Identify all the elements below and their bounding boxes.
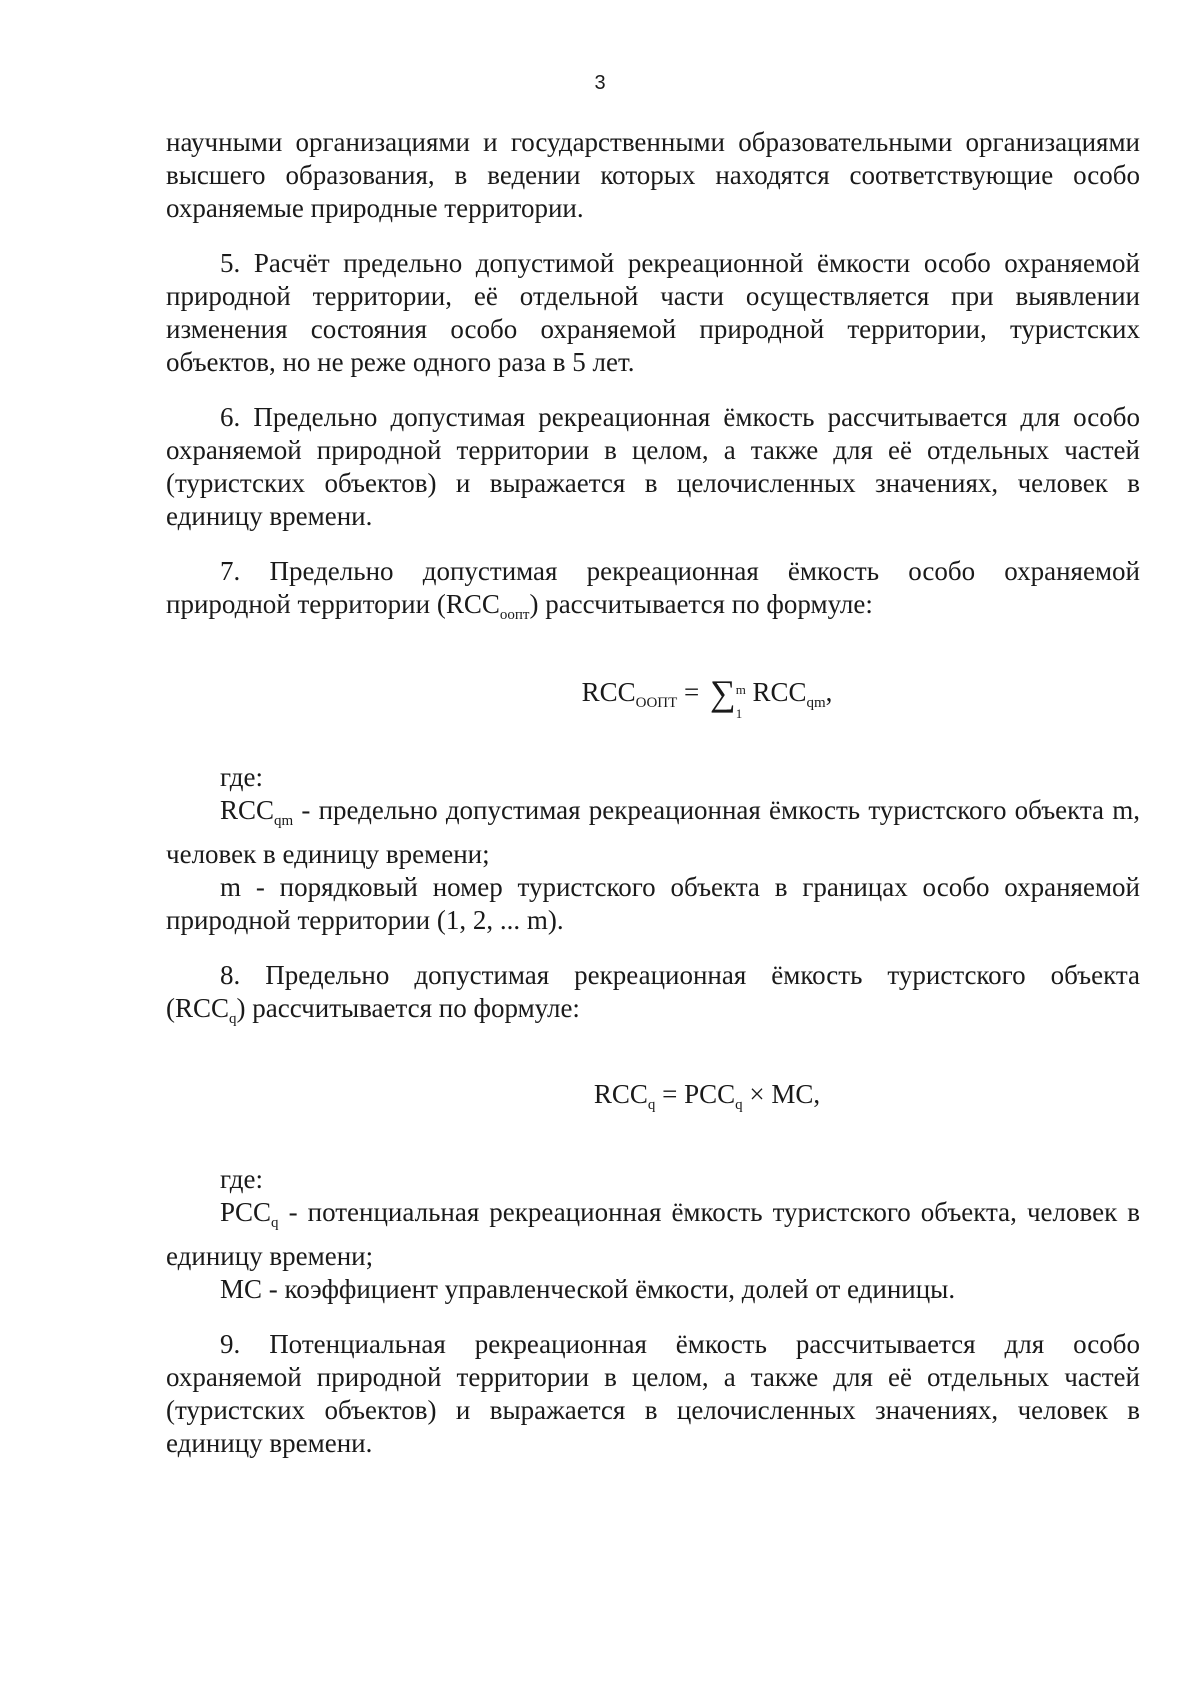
page-number: 3 [594,72,606,94]
p7-before: природной территории ( [166,589,446,619]
sum-upper-limit: m [735,682,746,697]
definition-mc: MC - коэффициент управленческой ёмкости, долей от единицы. [220,1274,956,1304]
sum-sigma: ∑ [710,673,736,713]
p8-symbol-subscript: q [229,1011,237,1027]
paragraph-8-line2 [166,992,1140,1036]
def-pccq-text: - потенциальная рекреационная ёмкость туристского объекта, человек в единицу времени; [166,1197,1140,1271]
def-pccq-symbol: PCC [220,1197,272,1227]
f2-mid: = PCC [655,1079,736,1109]
paragraph-8-line1: 8. Предельно допустимая рекреационная ёмкость туристского объекта [220,960,1140,990]
paragraph-9: 9. Потенциальная рекреационная ёмкость рассчитывается для особо охраняемой природной территории в целом, а также для её отдельных частей (туристских объектов) и выражается в целочисленных значениях, человек в единицу времени. [166,1329,1140,1458]
p7-symbol: RCC [445,589,500,619]
f1-rhs: RCC [745,677,807,707]
where-label-2: где: [220,1164,263,1194]
where-label-1: где: [220,762,263,792]
p8-symbol: RCC [175,993,230,1023]
definition-m: m - порядковый номер туристского объекта в границах особо охраняемой природной территории (1, 2, ... m). [166,872,1140,935]
f2-lhs-subscript: q [647,1097,656,1113]
f2-mid-subscript: q [735,1097,743,1113]
paragraph-8 [166,959,1140,1036]
sum-limits [735,682,746,721]
def-pccq-subscript: q [271,1215,279,1231]
def-rccqm-text: - предельно допустимая рекреационная ёмкость туристского объекта m, человек в единицу времени; [166,795,1140,869]
paragraph-7-line2 [166,588,1140,632]
paragraph-5: 5. Расчёт предельно допустимой рекреационной ёмкости особо охраняемой природной территории, её отдельной части осуществляется при выявлении изменения состояния особо охраняемой природной территории, туристских объектов, но не реже одного раза в 5 лет. [166,248,1140,377]
document-body [166,126,1140,1460]
paragraph-7 [166,555,1140,632]
f1-eq: = [677,677,707,707]
f1-tail: , [825,677,833,707]
def-rccqm-symbol: RCC [220,795,275,825]
p7-symbol-subscript: оопт [499,607,530,623]
formula-rcc-q [166,1074,1140,1125]
p8-before: ( [166,993,175,1023]
definition-rcc-qm [166,794,1140,871]
f2-lhs: RCC [593,1079,648,1109]
f1-lhs: RCC [581,677,636,707]
p8-after: ) рассчитывается по формуле: [236,993,580,1023]
f1-lhs-subscript: ООПТ [635,695,678,711]
paragraph-6: 6. Предельно допустимая рекреационная ёмкость рассчитывается для особо охраняемой природной территории в целом, а также для её отдельных частей (туристских объектов) и выражается в целочисленных значениях, человек в единицу времени. [166,402,1140,531]
paragraph-7-line1: 7. Предельно допустимая рекреационная ёмкость особо охраняемой [220,556,1140,586]
paragraph-intro: научными организациями и государственными образовательными организациями высшего образования, в ведении которых находятся соответствующие особо охраняемые природные территории. [166,127,1140,223]
f1-rhs-subscript: qm [806,695,826,711]
p7-after: ) рассчитывается по формуле: [529,589,873,619]
definition-pcc-q [166,1196,1140,1273]
formula-rcc-oopt [166,672,1140,723]
f2-tail: × MC, [742,1079,821,1109]
sum-lower-limit: 1 [735,706,743,721]
def-rccqm-subscript: qm [274,813,294,829]
